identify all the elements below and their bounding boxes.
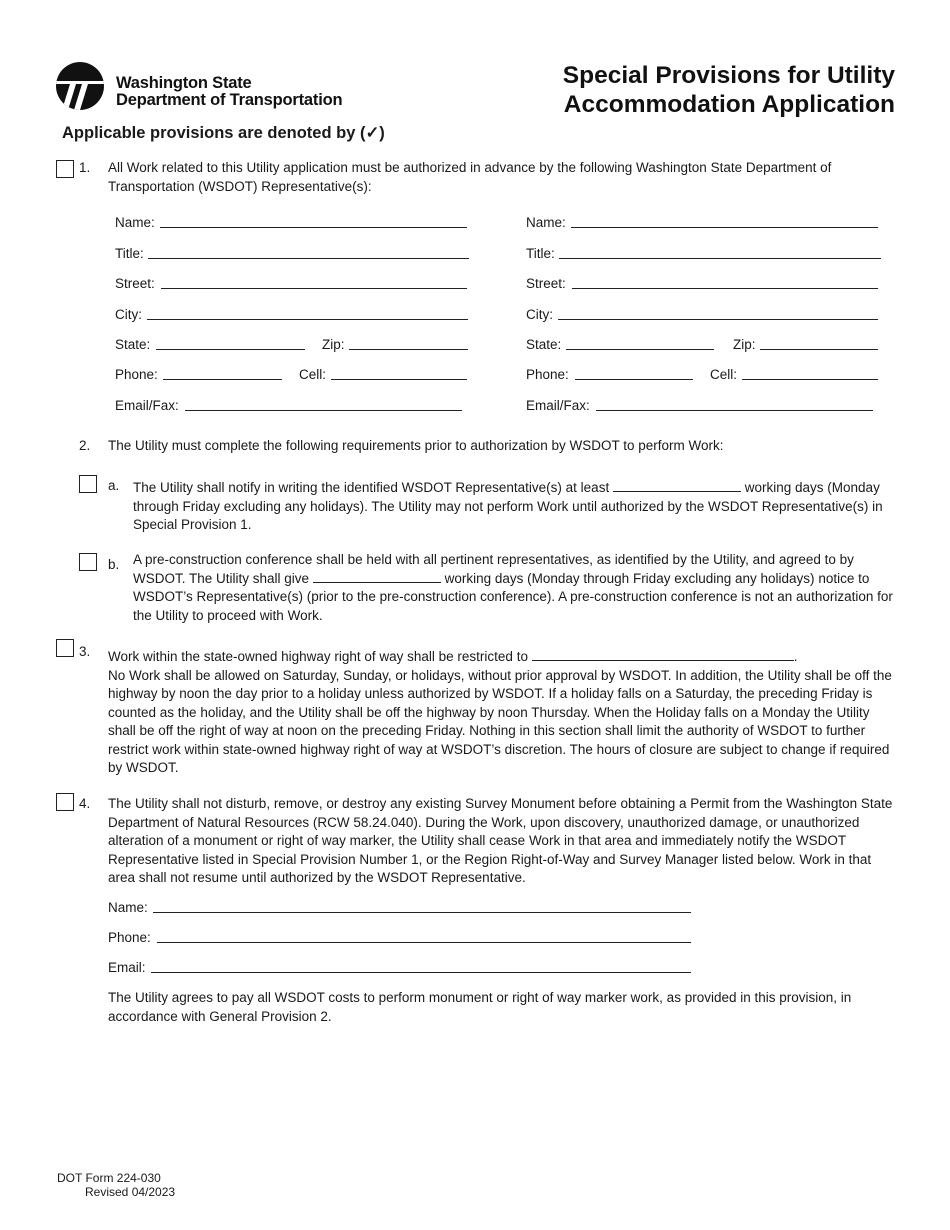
provision-2b-text [133, 551, 893, 625]
rep2-name-label: Name: [526, 215, 566, 230]
rep1-phone-field[interactable] [163, 379, 282, 380]
provision-2a-text-rest: (Monday through Friday excluding any holidays). The Utility may not perform Work until authorized by the WSDOT Representative(s) in Special Provision 1. [133, 480, 883, 532]
provision-3-text-rest: No Work shall be allowed on Saturday, Sunday, or holidays, without prior approval by WSDOT. In addition, the Utility shall be off the highway by noon the day prior to a holiday unless authorized by WSDOT. If a holiday falls on a Saturday, the preceding Friday is counted as the holiday, and the Utility shall be off the highway by noon Thursday. When the Holiday falls on a Monday the Utility shall be off the right of way at noon on the preceding Friday. Nothing in this section shall limit the authority of WSDOT to further restrict work within state-owned highway right of way at WSDOT’s discretion. The hours of closure are subject to change if required by WSDOT. [108, 667, 892, 775]
provision-3-text-before: Work within the state-owned highway right of way shall be restricted to [108, 649, 528, 664]
rep1-city-field[interactable] [147, 319, 468, 320]
rep1-street-label: Street: [115, 276, 155, 291]
rep2-zip-label: Zip: [733, 337, 756, 352]
rep1-zip-field[interactable] [349, 349, 468, 350]
notify-working-days-field[interactable] [613, 480, 741, 492]
provision-2b-text-rest: notice to WSDOT’s Representative(s) (prior to the pre-construction conference). A pre-construction conference is not an authorization for the Utility to proceed with Work. [133, 570, 893, 623]
preconstruction-working-days-field[interactable] [313, 571, 441, 583]
rep1-city-label: City: [115, 307, 142, 322]
provision-3-number: 3. [79, 644, 91, 659]
provision-2a-text-after: working days [744, 480, 824, 495]
rep2-state-field[interactable] [566, 349, 714, 350]
work-restriction-field[interactable] [532, 649, 794, 661]
provision-4-number: 4. [79, 796, 91, 811]
provision-3-checkbox[interactable] [56, 639, 74, 657]
provision-2a-letter: a. [108, 478, 120, 493]
provision-2b-text-before: by WSDOT. The Utility shall give [133, 552, 854, 586]
provision-2b-letter: b. [108, 557, 120, 572]
rep2-name-field[interactable] [571, 227, 878, 228]
rep2-street-field[interactable] [572, 288, 878, 289]
rep1-cell-label: Cell: [299, 367, 327, 382]
rep1-state-label: State: [115, 337, 151, 352]
provision-4-checkbox[interactable] [56, 793, 74, 811]
rep1-name-field[interactable] [160, 227, 467, 228]
provision-2a-text [133, 479, 893, 535]
provision-3-text-end: . [793, 649, 798, 664]
provision-2b-text-after: working days (Monday through Friday excluding any holidays) [444, 570, 815, 586]
rep2-title-field[interactable] [559, 258, 881, 259]
rep2-cell-field[interactable] [742, 379, 878, 380]
rep1-cell-field[interactable] [331, 379, 467, 380]
rep1-title-field[interactable] [148, 258, 469, 259]
survey-manager-email-label: Email: [108, 960, 146, 975]
rep1-email-label: Email/Fax: [115, 398, 179, 413]
provision-2-number: 2. [79, 438, 91, 453]
org-line-1: Washington State [116, 74, 252, 92]
rep2-zip-field[interactable] [760, 349, 878, 350]
survey-manager-name-label: Name: [108, 900, 148, 915]
org-name [116, 75, 342, 109]
form-revised: Revised 04/2023 [85, 1185, 176, 1199]
rep2-phone-label: Phone: [526, 367, 569, 382]
survey-manager-email-field[interactable] [151, 972, 691, 973]
survey-manager-name-field[interactable] [153, 912, 691, 913]
rep2-title-label: Title: [526, 246, 555, 261]
rep1-email-field[interactable] [185, 410, 462, 411]
page-title [540, 61, 895, 119]
provision-1-number: 1. [79, 160, 91, 175]
survey-manager-phone-label: Phone: [108, 930, 151, 945]
rep2-city-field[interactable] [558, 319, 878, 320]
provision-2-text: The Utility must complete the following requirements prior to authorization by WSDOT to perform Work: [108, 438, 724, 453]
rep1-zip-label: Zip: [322, 337, 345, 352]
rep2-cell-label: Cell: [710, 367, 738, 382]
rep1-name-label: Name: [115, 215, 155, 230]
rep2-email-field[interactable] [596, 410, 873, 411]
rep2-street-label: Street: [526, 276, 566, 291]
rep1-phone-label: Phone: [115, 367, 158, 382]
provision-3-text [108, 648, 898, 778]
rep1-title-label: Title: [115, 246, 144, 261]
rep1-street-field[interactable] [161, 288, 467, 289]
provision-1-text: All Work related to this Utility application must be authorized in advance by the following Washington State Department of Transportation (WSDOT) Representative(s): [108, 160, 832, 194]
form-footer [57, 1171, 175, 1199]
rep2-state-label: State: [526, 337, 562, 352]
rep2-email-label: Email/Fax: [526, 398, 590, 413]
provision-2a-checkbox[interactable] [79, 475, 97, 493]
provision-2b-text-line1: A pre-construction conference shall be held with all pertinent representatives, as identified by the Utility, and agreed to [133, 552, 836, 567]
provision-4-agreement: The Utility agrees to pay all WSDOT costs to perform monument or right of way marker work, as provided in this provision, in accordance with General Provision 2. [108, 990, 852, 1024]
applicable-note: Applicable provisions are denoted by (✓) [62, 124, 385, 142]
provision-4-text: The Utility shall not disturb, remove, or destroy any existing Survey Monument before obtaining a Permit from the Washington State Department of Natural Resources (RCW 58.24.040). During the Work, upon discovery, unauthorized damage, or unauthorized alteration of a monument or right of way marker, the Utility shall cease Work in that area and immediately notify the WSDOT Representative listed in Special Provision Number 1, or the Region Right-of-Way and Survey Manager listed below. Work in that area shall not resume until authorized by the WSDOT Representative. [108, 796, 893, 885]
provision-2b-checkbox[interactable] [79, 553, 97, 571]
survey-manager-phone-field[interactable] [157, 942, 691, 943]
form-number: DOT Form 224-030 [57, 1171, 161, 1185]
provision-1-checkbox[interactable] [56, 160, 74, 178]
provision-2a-text-before: The Utility shall notify in writing the identified WSDOT Representative(s) at least [133, 480, 610, 495]
rep1-state-field[interactable] [156, 349, 305, 350]
wsdot-logo-icon [56, 62, 104, 110]
title-line-2: Accommodation Application [563, 91, 895, 118]
org-line-2: Department of Transportation [116, 91, 343, 109]
title-line-1: Special Provisions for Utility [562, 62, 895, 89]
rep2-phone-field[interactable] [575, 379, 693, 380]
rep2-city-label: City: [526, 307, 553, 322]
